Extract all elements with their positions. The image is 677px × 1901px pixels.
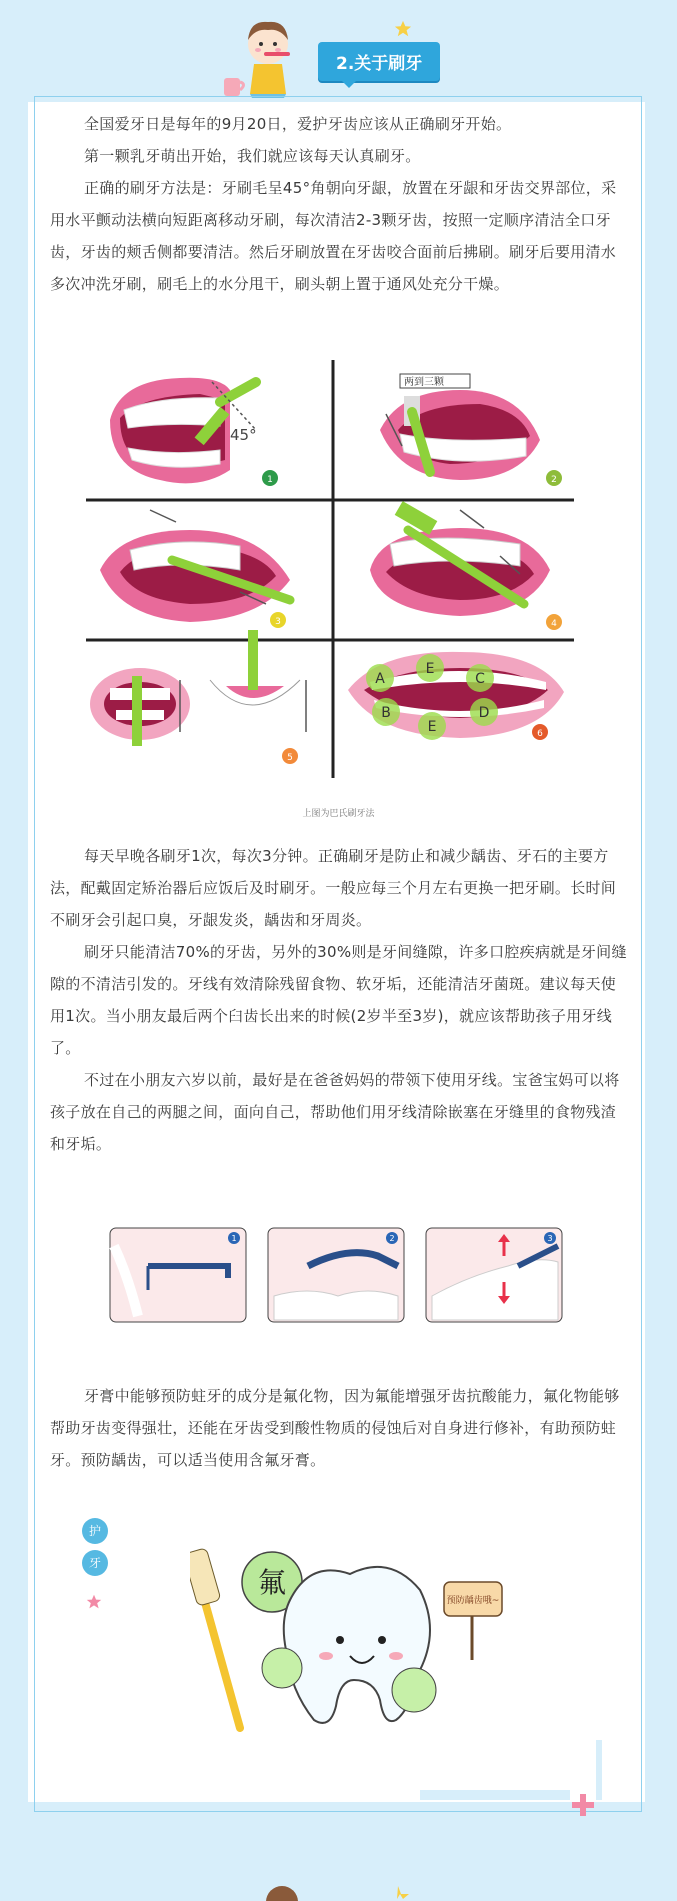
- flossing-steps-figure: [108, 1226, 568, 1326]
- paragraph: 正确的刷牙方法是：牙刷毛呈45°角朝向牙龈，放置在牙龈和牙齿交界部位，采用水平颤动法横向短距离移动牙刷，每次清洁2-3颗牙齿，按照一定顺序清洁全口牙齿，牙齿的颊舌侧都要清洁。然后牙刷放置在牙齿咬合面前后拂刷。刷牙后要用清水多次冲洗牙刷，刷毛上的水分甩干，刷头朝上置于通风处充分干燥。: [50, 179, 617, 293]
- brush-panel-5: [90, 630, 306, 764]
- zone-letter: E: [425, 661, 435, 677]
- step-number: 2: [551, 475, 557, 485]
- paragraph: 每天早晚各刷牙1次，每次3分钟。正确刷牙是防止和减少龋齿、牙石的主要方法，配戴固定矫治器后应饭后及时刷牙。一般应每三个月左右更换一把牙刷。长时间不刷牙会引起口臭，牙龈发炎，龋齿和牙周炎。: [50, 847, 617, 929]
- step-number: 1: [231, 1234, 237, 1243]
- side-label: 护: [82, 1518, 108, 1544]
- step-number: 3: [547, 1234, 553, 1243]
- two-three-label: 两到三颗: [404, 377, 444, 388]
- step-number: 5: [287, 753, 293, 763]
- floss-panel-3: [426, 1228, 562, 1322]
- floss-panel-2: [268, 1228, 404, 1322]
- paragraph: 第一颗乳牙萌出开始，我们就应该每天认真刷牙。: [84, 147, 421, 165]
- pink-cross-icon: [572, 1794, 594, 1816]
- zone-letter: C: [475, 671, 485, 687]
- step-number: 1: [267, 475, 273, 485]
- zone-letter: D: [478, 705, 490, 721]
- paragraph: 刷牙只能清洁70%的牙齿，另外的30%则是牙间缝隙，许多口腔疾病就是牙间缝隙的不清洁引发的。牙线有效清除残留食物、软牙垢，还能清洁牙菌斑。建议每天使用1次。当小朋友最后两个臼齿长出来的时候(2岁半至3岁)，就应该帮助孩子用牙线了。: [50, 943, 627, 1057]
- intro-text: [50, 108, 627, 300]
- paragraph: 不过在小朋友六岁以前，最好是在爸爸妈妈的带领下使用牙线。宝爸宝妈可以将孩子放在自己的两腿之间，面向自己，帮助他们用牙线清除嵌塞在牙缝里的食物残渣和牙垢。: [50, 1071, 620, 1153]
- cup-icon: [222, 74, 248, 98]
- next-section-peek: [0, 1880, 677, 1901]
- step-number: 3: [275, 617, 281, 627]
- fluorine-char: 氟: [257, 1566, 287, 1599]
- zone-letter: A: [375, 671, 385, 687]
- figure-caption: 上图为巴氏刷牙法: [302, 809, 375, 819]
- paragraph: 全国爱牙日是每年的9月20日，爱护牙齿应该从正确刷牙开始。: [84, 115, 512, 133]
- brush-panel-3: [100, 510, 290, 628]
- sign-text: 预防龋齿哦~: [446, 1596, 500, 1606]
- brush-panel-4: [370, 501, 562, 630]
- brush-panel-2: [380, 374, 562, 486]
- brush-panel-1: [110, 378, 278, 486]
- pink-star-icon: [86, 1594, 102, 1610]
- brushing-text: [50, 840, 627, 1160]
- tooth-mascot-illustration: [190, 1540, 510, 1740]
- zone-letter: E: [427, 719, 437, 735]
- brushing-method-figure: [80, 360, 580, 782]
- zone-letter: B: [381, 705, 391, 721]
- step-number: 2: [389, 1234, 395, 1243]
- section-title: 2.关于刷牙: [318, 42, 440, 81]
- side-label: 牙: [82, 1550, 108, 1576]
- angle-label: 45°: [230, 426, 257, 444]
- brush-panel-6: [348, 652, 564, 740]
- side-labels: [82, 1518, 110, 1582]
- star-icon: [394, 20, 412, 38]
- step-number: 6: [537, 729, 543, 739]
- fluoride-text: [50, 1380, 627, 1476]
- section-header: [0, 0, 677, 110]
- paragraph: 牙膏中能够预防蛀牙的成分是氟化物，因为氟能增强牙齿抗酸能力，氟化物能够帮助牙齿变得强壮，还能在牙齿受到酸性物质的侵蚀后对自身进行修补，有助预防蛀牙。预防龋齿，可以适当使用含氟牙膏。: [50, 1387, 620, 1469]
- step-number: 4: [551, 619, 557, 629]
- floss-panel-1: [110, 1228, 246, 1322]
